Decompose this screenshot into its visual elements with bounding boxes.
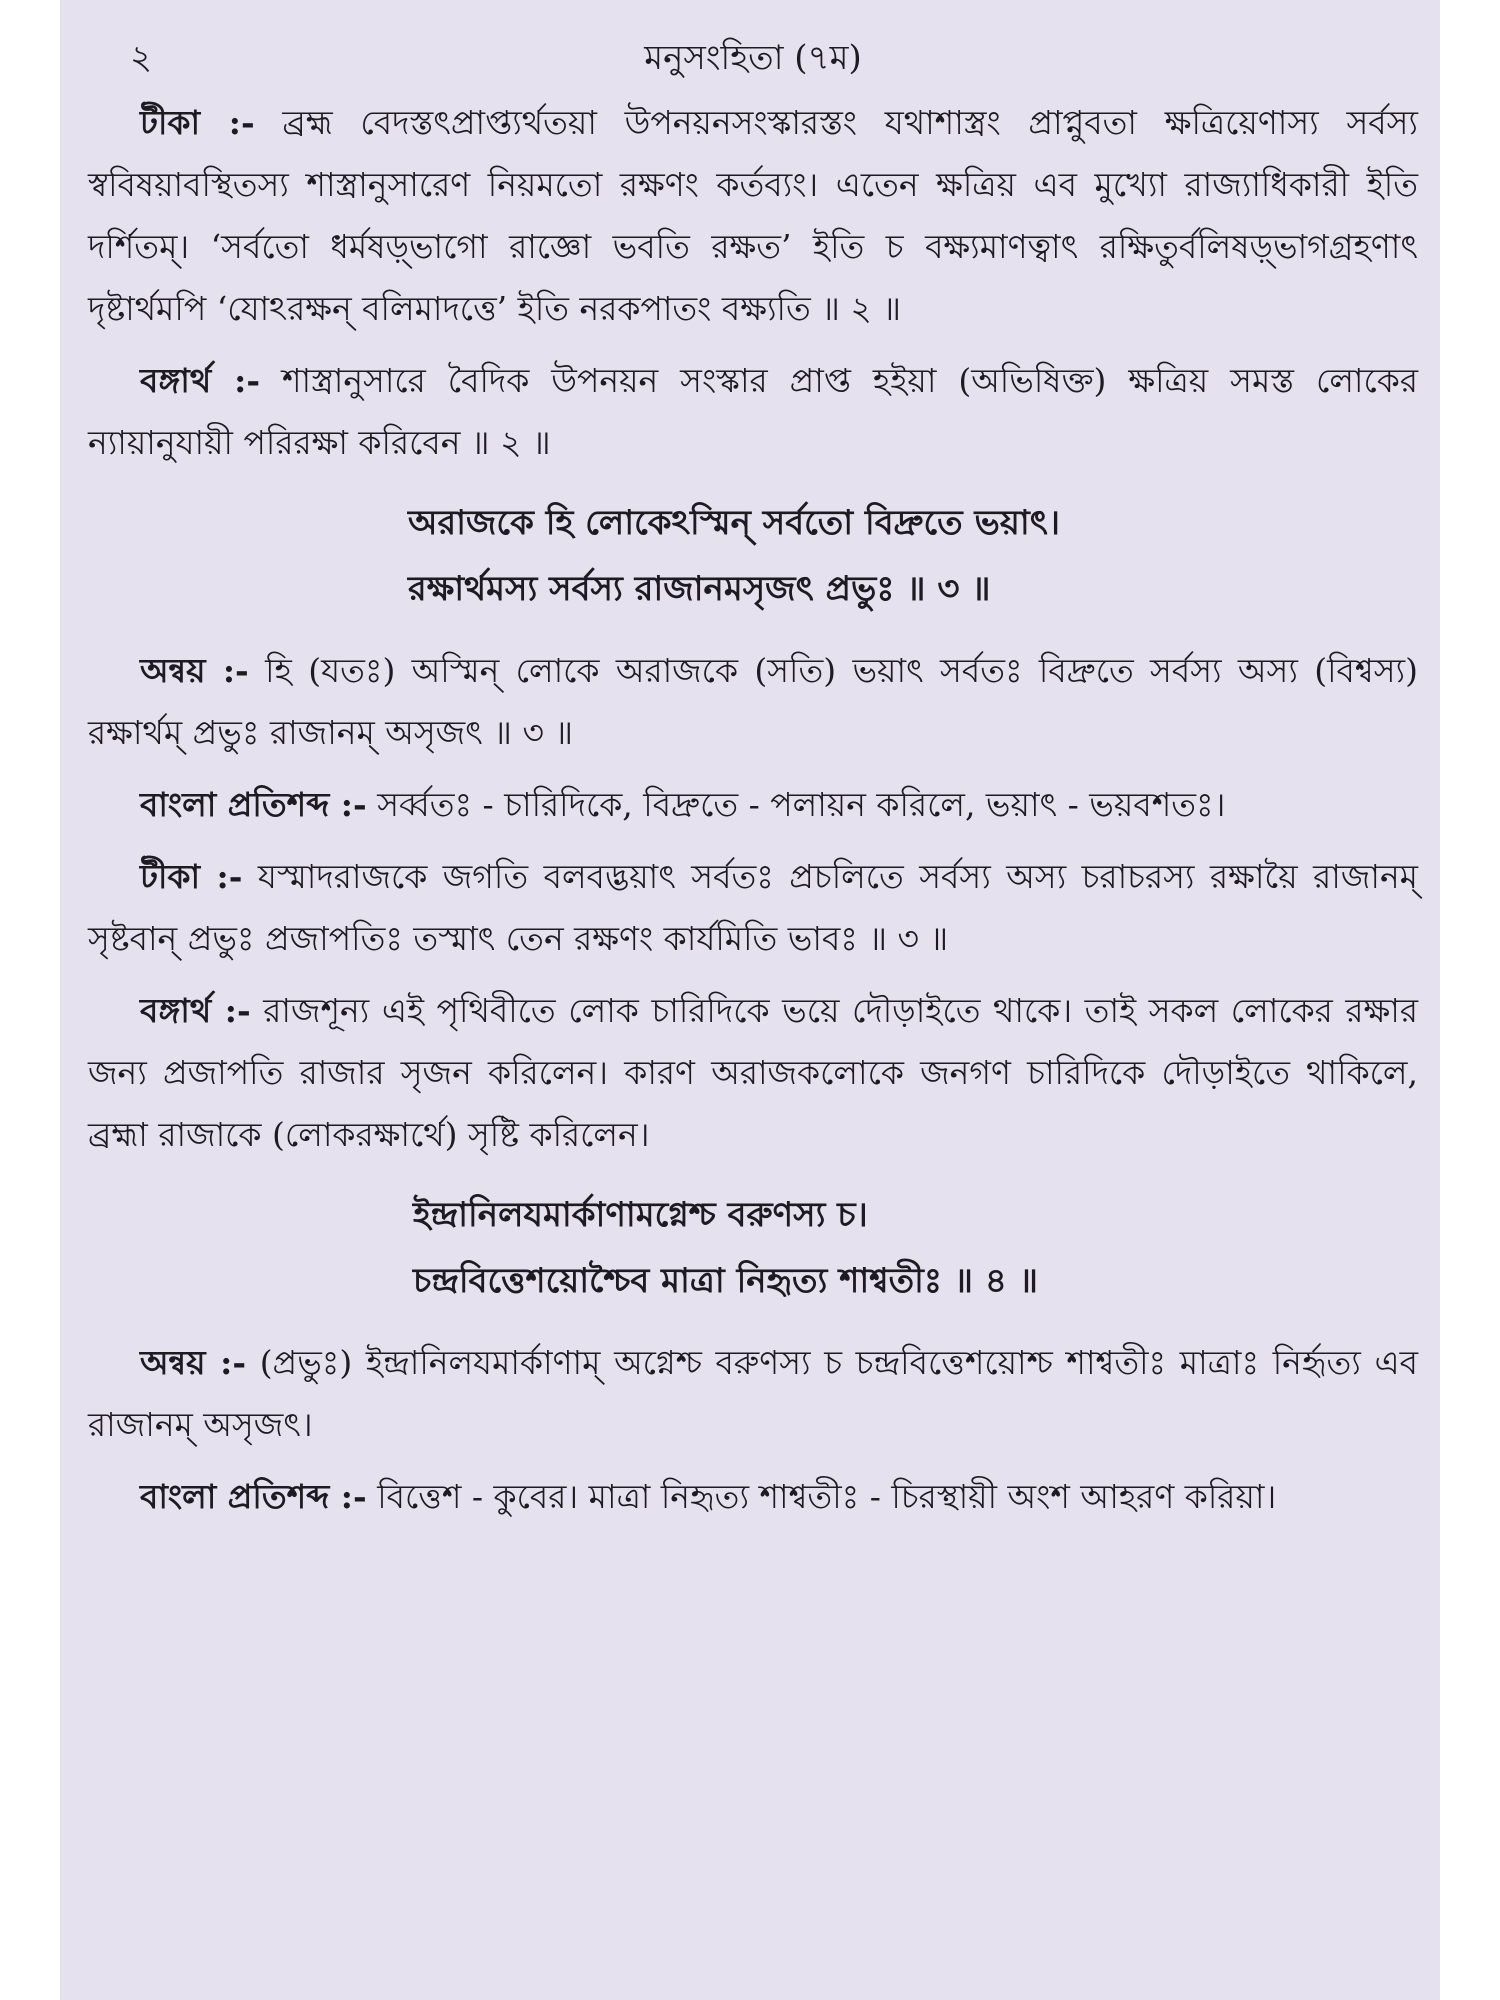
book-page bbox=[60, 0, 1440, 2000]
verse-line: চন্দ্রবিত্তেশয়োশ্চৈব মাত্রা নিহৃত্য শাশ্বতীঃ ॥ ৪ ॥ bbox=[413, 1261, 1039, 1301]
word-meaning-label: বাংলা প্রতিশব্দ :- bbox=[140, 1477, 367, 1516]
bengali-meaning-paragraph bbox=[88, 980, 1418, 1166]
verse-4 bbox=[88, 1182, 1418, 1314]
bengali-meaning-text: রাজশূন্য এই পৃথিবীতে লোক চারিদিকে ভয়ে দৌড়াইতে থাকে। তাই সকল লোকের রক্ষার জন্য প্রজাপতি রাজার সৃজন করিলেন। কারণ অরাজকলোকে জনগণ চারিদিকে দৌড়াইতে থাকিলে, ব্রহ্মা রাজাকে (লোকরক্ষার্থে) সৃষ্টি করিলেন। bbox=[88, 991, 1419, 1154]
prose-order-text: (প্রভুঃ) ইন্দ্রানিলযমার্কাণাম্ অগ্নেশ্চ বরুণস্য চ চন্দ্রবিত্তেশয়োশ্চ শাশ্বতীঃ মাত্রাঃ নির্হৃত্য এব রাজানম্ অসৃজৎ। bbox=[88, 1343, 1418, 1444]
verse-line: ইন্দ্রানিলযমার্কাণামগ্নেশ্চ বরুণস্য চ। bbox=[413, 1195, 868, 1235]
verse-line: অরাজকে হি লোকেঽস্মিন্ সর্বতো বিদ্রুতে ভয়াৎ। bbox=[408, 503, 1061, 543]
prose-order-label: অন্বয় :- bbox=[140, 651, 249, 690]
prose-order-paragraph bbox=[88, 640, 1418, 764]
commentary-text: ব্রহ্ম বেদস্তৎপ্রাপ্ত্যর্থতয়া উপনয়নসংস্কারস্তং যথাশাস্ত্রং প্রাপ্নুবতা ক্ষত্রিয়েণাস্য সর্বস্য স্ববিষয়াবস্থিতস্য শাস্ত্রানুসারেণ নিয়মতো রক্ষণং কর্তব্যং। এতেন ক্ষত্রিয় এব মুখ্যো রাজ্যাধিকারী ইতি দর্শিতম্। ‘সর্বতো ধর্মষড়্ভাগো রাজ্ঞো ভবতি রক্ষত’ ইতি চ বক্ষ্যমাণত্বাৎ রক্ষিতুর্বলিষড়্ভাগগ্রহণাৎ দৃষ্টার্থমপি ‘যোঽরক্ষন্ বলিমাদত্তে’ ইতি নরকপাতং বক্ষ্যতি ॥ ২ ॥ bbox=[88, 103, 1418, 328]
bengali-meaning-label: বঙ্গার্থ :- bbox=[140, 991, 251, 1030]
word-meaning-paragraph bbox=[88, 774, 1418, 836]
verse-3 bbox=[88, 490, 1418, 622]
page-number: ২ bbox=[130, 38, 153, 78]
commentary-text: যস্মাদরাজকে জগতি বলবদ্ভয়াৎ সর্বতঃ প্রচলিতে সর্বস্য অস্য চরাচরস্য রক্ষায়ৈ রাজানম্ সৃষ্টবান্ প্রভুঃ প্রজাপতিঃ তস্মাৎ তেন রক্ষণং কার্যমিতি ভাবঃ ॥ ৩ ॥ bbox=[88, 857, 1418, 958]
prose-order-text: হি (যতঃ) অস্মিন্ লোকে অরাজকে (সতি) ভয়াৎ সর্বতঃ বিদ্রুতে সর্বস্য অস্য (বিশ্বস্য) রক্ষার্থম্ প্রভুঃ রাজানম্ অসৃজৎ ॥ ৩ ॥ bbox=[88, 651, 1418, 752]
prose-order-label: অন্বয় :- bbox=[140, 1343, 247, 1382]
commentary-label: টীকা :- bbox=[140, 103, 255, 142]
bengali-meaning-text: শাস্ত্রানুসারে বৈদিক উপনয়ন সংস্কার প্রাপ্ত হইয়া (অভিষিক্ত) ক্ষত্রিয় সমস্ত লোকের ন্যায়ানুযায়ী পরিরক্ষা করিবেন ॥ ২ ॥ bbox=[88, 361, 1418, 462]
running-title: মনুসংহিতা (৭ম) bbox=[644, 38, 862, 78]
word-meaning-label: বাংলা প্রতিশব্দ :- bbox=[140, 785, 367, 824]
prose-order-paragraph bbox=[88, 1332, 1418, 1456]
word-meaning-text: সর্ব্বতঃ - চারিদিকে, বিদ্রুতে - পলায়ন করিলে, ভয়াৎ - ভয়বশতঃ। bbox=[377, 785, 1226, 824]
word-meaning-paragraph bbox=[88, 1466, 1418, 1528]
commentary-paragraph bbox=[88, 846, 1418, 970]
bengali-meaning-paragraph bbox=[88, 350, 1418, 474]
verse-line: রক্ষার্থমস্য সর্বস্য রাজানমসৃজৎ প্রভুঃ ॥ ৩ ॥ bbox=[408, 569, 991, 609]
word-meaning-text: বিত্তেশ - কুবের। মাত্রা নিহৃত্য শাশ্বতীঃ - চিরস্থায়ী অংশ আহরণ করিয়া। bbox=[377, 1477, 1277, 1516]
commentary-paragraph bbox=[88, 92, 1418, 340]
bengali-meaning-label: বঙ্গার্থ :- bbox=[140, 361, 261, 400]
commentary-label: টীকা :- bbox=[140, 857, 243, 896]
page-header bbox=[88, 22, 1418, 92]
